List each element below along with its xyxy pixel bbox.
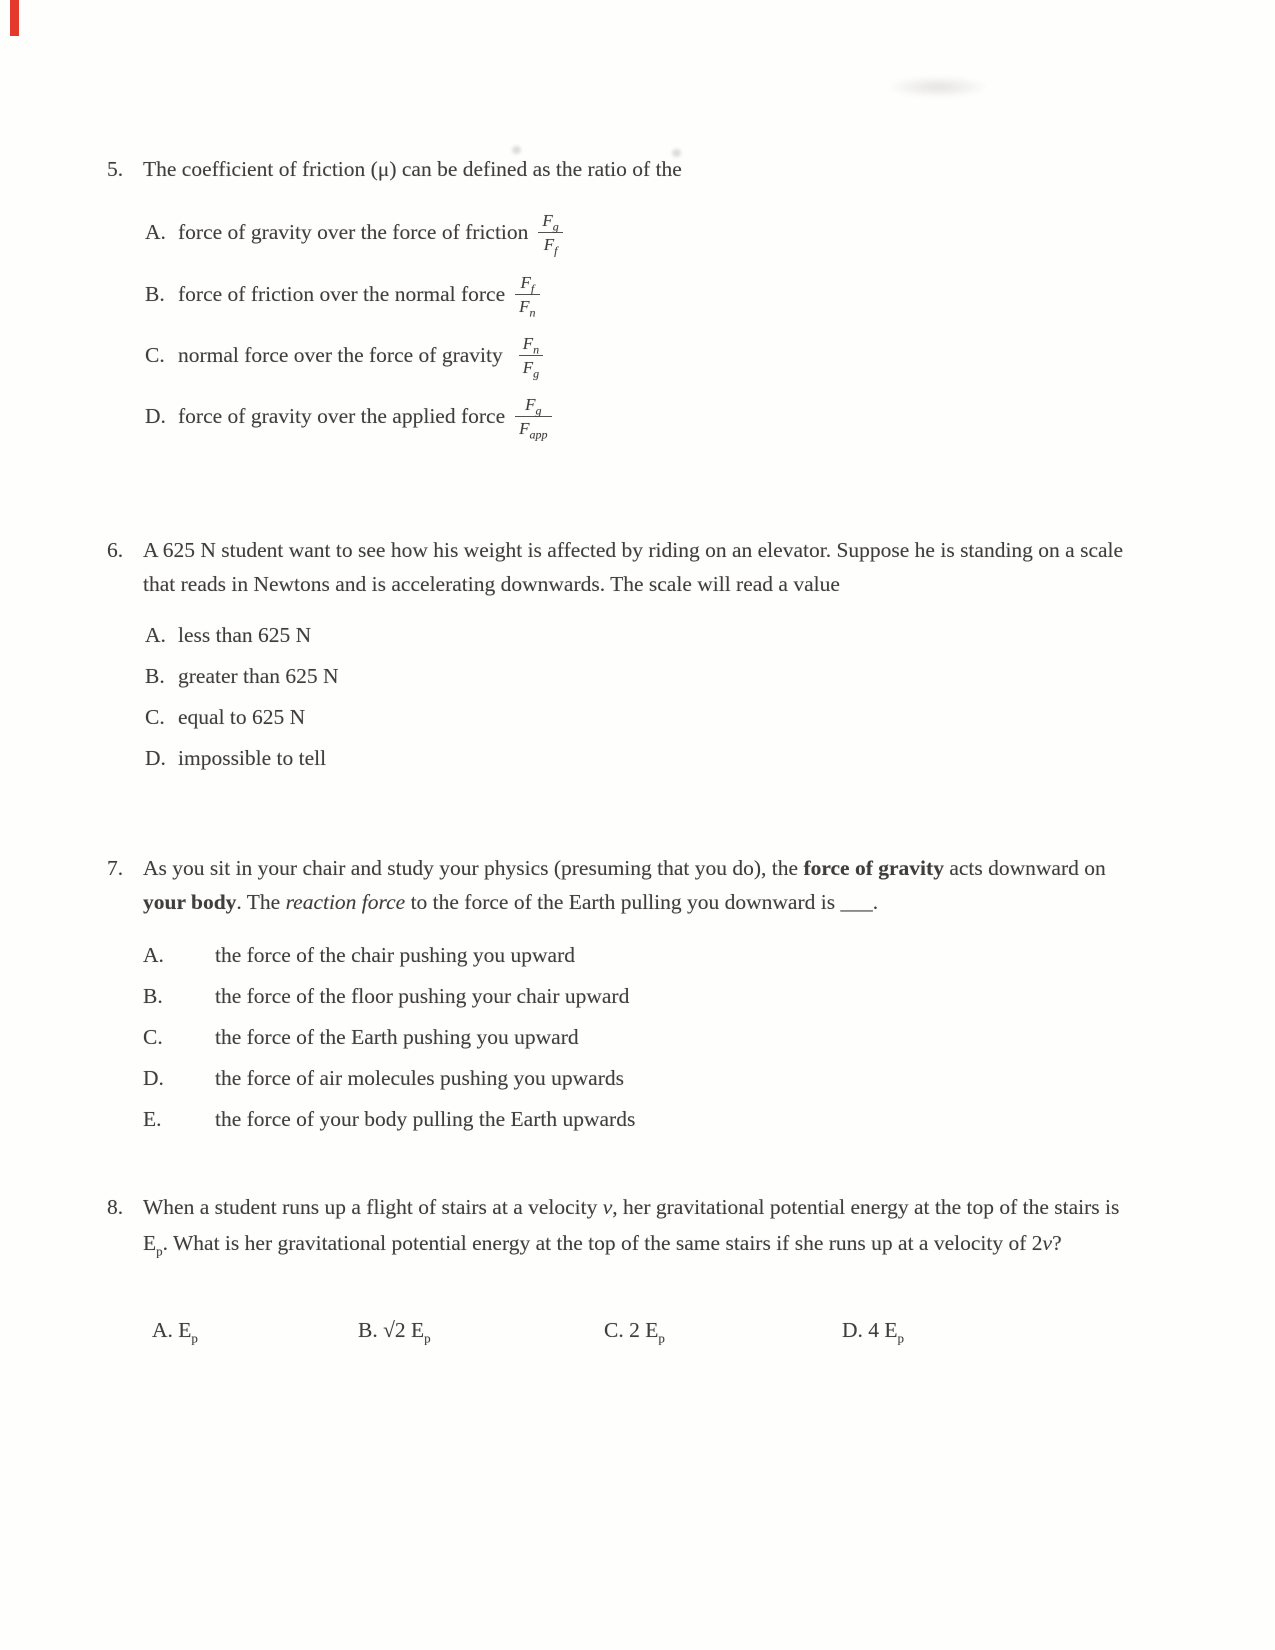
option-letter: B.: [143, 984, 163, 1008]
answer-expression: 2 E: [629, 1318, 659, 1342]
question-text: [143, 851, 1143, 919]
answer-label: A.: [152, 1318, 173, 1342]
prompt-segment: As you sit in your chair and study your physics (presuming that you do), the: [143, 856, 804, 880]
option-letter: D.: [145, 404, 166, 428]
answer-expression: 4 E: [868, 1318, 898, 1342]
option-letter: B.: [145, 282, 165, 306]
option-row: [145, 394, 552, 442]
fraction: [515, 272, 539, 320]
option-text: greater than 625 N: [178, 664, 339, 688]
answer-label: B.: [358, 1318, 378, 1342]
option-text: force of gravity over the force of friction: [178, 220, 529, 244]
answer-expression: E: [178, 1318, 192, 1342]
prompt-segment: ?: [1052, 1231, 1062, 1255]
subscript: p: [424, 1330, 431, 1346]
option-row: [145, 656, 339, 697]
option-letter: A.: [145, 220, 166, 244]
option-text: equal to 625 N: [178, 705, 306, 729]
subscript: p: [191, 1330, 198, 1346]
question-text: A 625 N student want to see how his weight is affected by riding on an elevator. Suppose he is standing on a scale that reads in Newtons and is accelerating downwards. The scale will read a value: [143, 538, 1124, 596]
option-text: force of gravity over the applied force: [178, 404, 506, 428]
prompt-segment-italic: reaction force: [285, 890, 406, 914]
option-letter: A.: [143, 943, 164, 967]
fraction-numerator: $F_f$: [515, 272, 539, 295]
question-number: 7.: [107, 856, 124, 880]
prompt-segment-bold: your body: [143, 890, 237, 914]
prompt-segment-italic: v: [1042, 1231, 1053, 1255]
option-row: [143, 1017, 635, 1058]
answer-item: [842, 1318, 905, 1346]
option-letter: B.: [145, 664, 165, 688]
option-letter: C.: [143, 1025, 163, 1049]
option-letter: D.: [143, 1066, 164, 1090]
option-row: [145, 738, 339, 779]
blank-line: ___: [840, 890, 873, 914]
question-text: [143, 1189, 1148, 1261]
option-list: [145, 615, 339, 779]
prompt-segment: acts downward on: [943, 856, 1106, 880]
option-text: the force of the floor pushing your chair upward: [215, 984, 630, 1008]
fraction: [538, 210, 562, 258]
question-6: [107, 533, 1143, 601]
option-row: [143, 1058, 635, 1099]
prompt-segment: to the force of the Earth pulling you downward is: [405, 890, 841, 914]
answer-item: [358, 1318, 431, 1346]
option-text: normal force over the force of gravity: [178, 343, 503, 367]
red-margin-mark: [10, 0, 19, 36]
subscript: p: [658, 1330, 665, 1346]
option-letter: E.: [143, 1107, 162, 1131]
option-row: [145, 333, 543, 381]
option-row: [145, 272, 540, 320]
option-text: the force of air molecules pushing you upwards: [215, 1066, 624, 1090]
fraction-denominator: $F_{app}$: [519, 419, 548, 442]
fraction: [515, 394, 551, 442]
prompt-segment: . The: [236, 890, 286, 914]
option-letter: C.: [145, 705, 165, 729]
prompt-segment: , her gravitational potential energy at the top of the stairs is E: [143, 1195, 1120, 1255]
option-text: impossible to tell: [178, 746, 327, 770]
fraction-denominator: $F_g$: [522, 358, 540, 381]
option-row: [143, 935, 635, 976]
prompt-segment-bold: force of gravity: [803, 856, 944, 880]
question-number: 6.: [107, 538, 124, 562]
fraction: [519, 333, 543, 381]
question-8: [107, 1189, 1148, 1261]
prompt-segment-italic: v: [602, 1195, 613, 1219]
fraction-numerator: $F_g$: [515, 394, 551, 417]
option-row: [143, 976, 635, 1017]
fraction-denominator: $F_f$: [543, 235, 558, 258]
option-text: the force of the Earth pushing you upward: [215, 1025, 579, 1049]
question-7: [107, 851, 1143, 919]
option-text: force of friction over the normal force: [178, 282, 506, 306]
option-row: [145, 697, 339, 738]
question-5: [107, 152, 1147, 186]
option-text: the force of the chair pushing you upward: [215, 943, 576, 967]
option-list: [143, 935, 635, 1140]
fraction-denominator: $F_n$: [519, 297, 536, 320]
answer-expression: √2 E: [383, 1318, 425, 1342]
option-row: [143, 1099, 635, 1140]
answer-item: [604, 1318, 665, 1346]
fraction-numerator: $F_n$: [519, 333, 543, 356]
prompt-segment: When a student runs up a flight of stairs at a velocity: [143, 1195, 603, 1219]
subscript: p: [156, 1243, 163, 1259]
answer-label: C.: [604, 1318, 624, 1342]
option-row: [145, 615, 339, 656]
option-letter: D.: [145, 746, 166, 770]
subscript: p: [897, 1330, 905, 1346]
scan-smudge: [888, 76, 988, 98]
option-letter: A.: [145, 623, 166, 647]
prompt-segment: . What is her gravitational potential energy at the top of the same stairs if she runs up at a velocity of 2: [162, 1231, 1043, 1255]
answer-label: D.: [842, 1318, 863, 1342]
option-row: [145, 210, 563, 258]
prompt-segment: .: [872, 890, 879, 914]
question-text: The coefficient of friction (μ) can be defined as the ratio of the: [143, 157, 682, 181]
answer-item: [152, 1318, 198, 1346]
question-number: 8.: [107, 1195, 124, 1219]
option-text: less than 625 N: [178, 623, 312, 647]
option-text: the force of your body pulling the Earth upwards: [215, 1107, 636, 1131]
fraction-numerator: $F_g$: [538, 210, 562, 233]
question-number: 5.: [107, 157, 124, 181]
option-letter: C.: [145, 343, 165, 367]
